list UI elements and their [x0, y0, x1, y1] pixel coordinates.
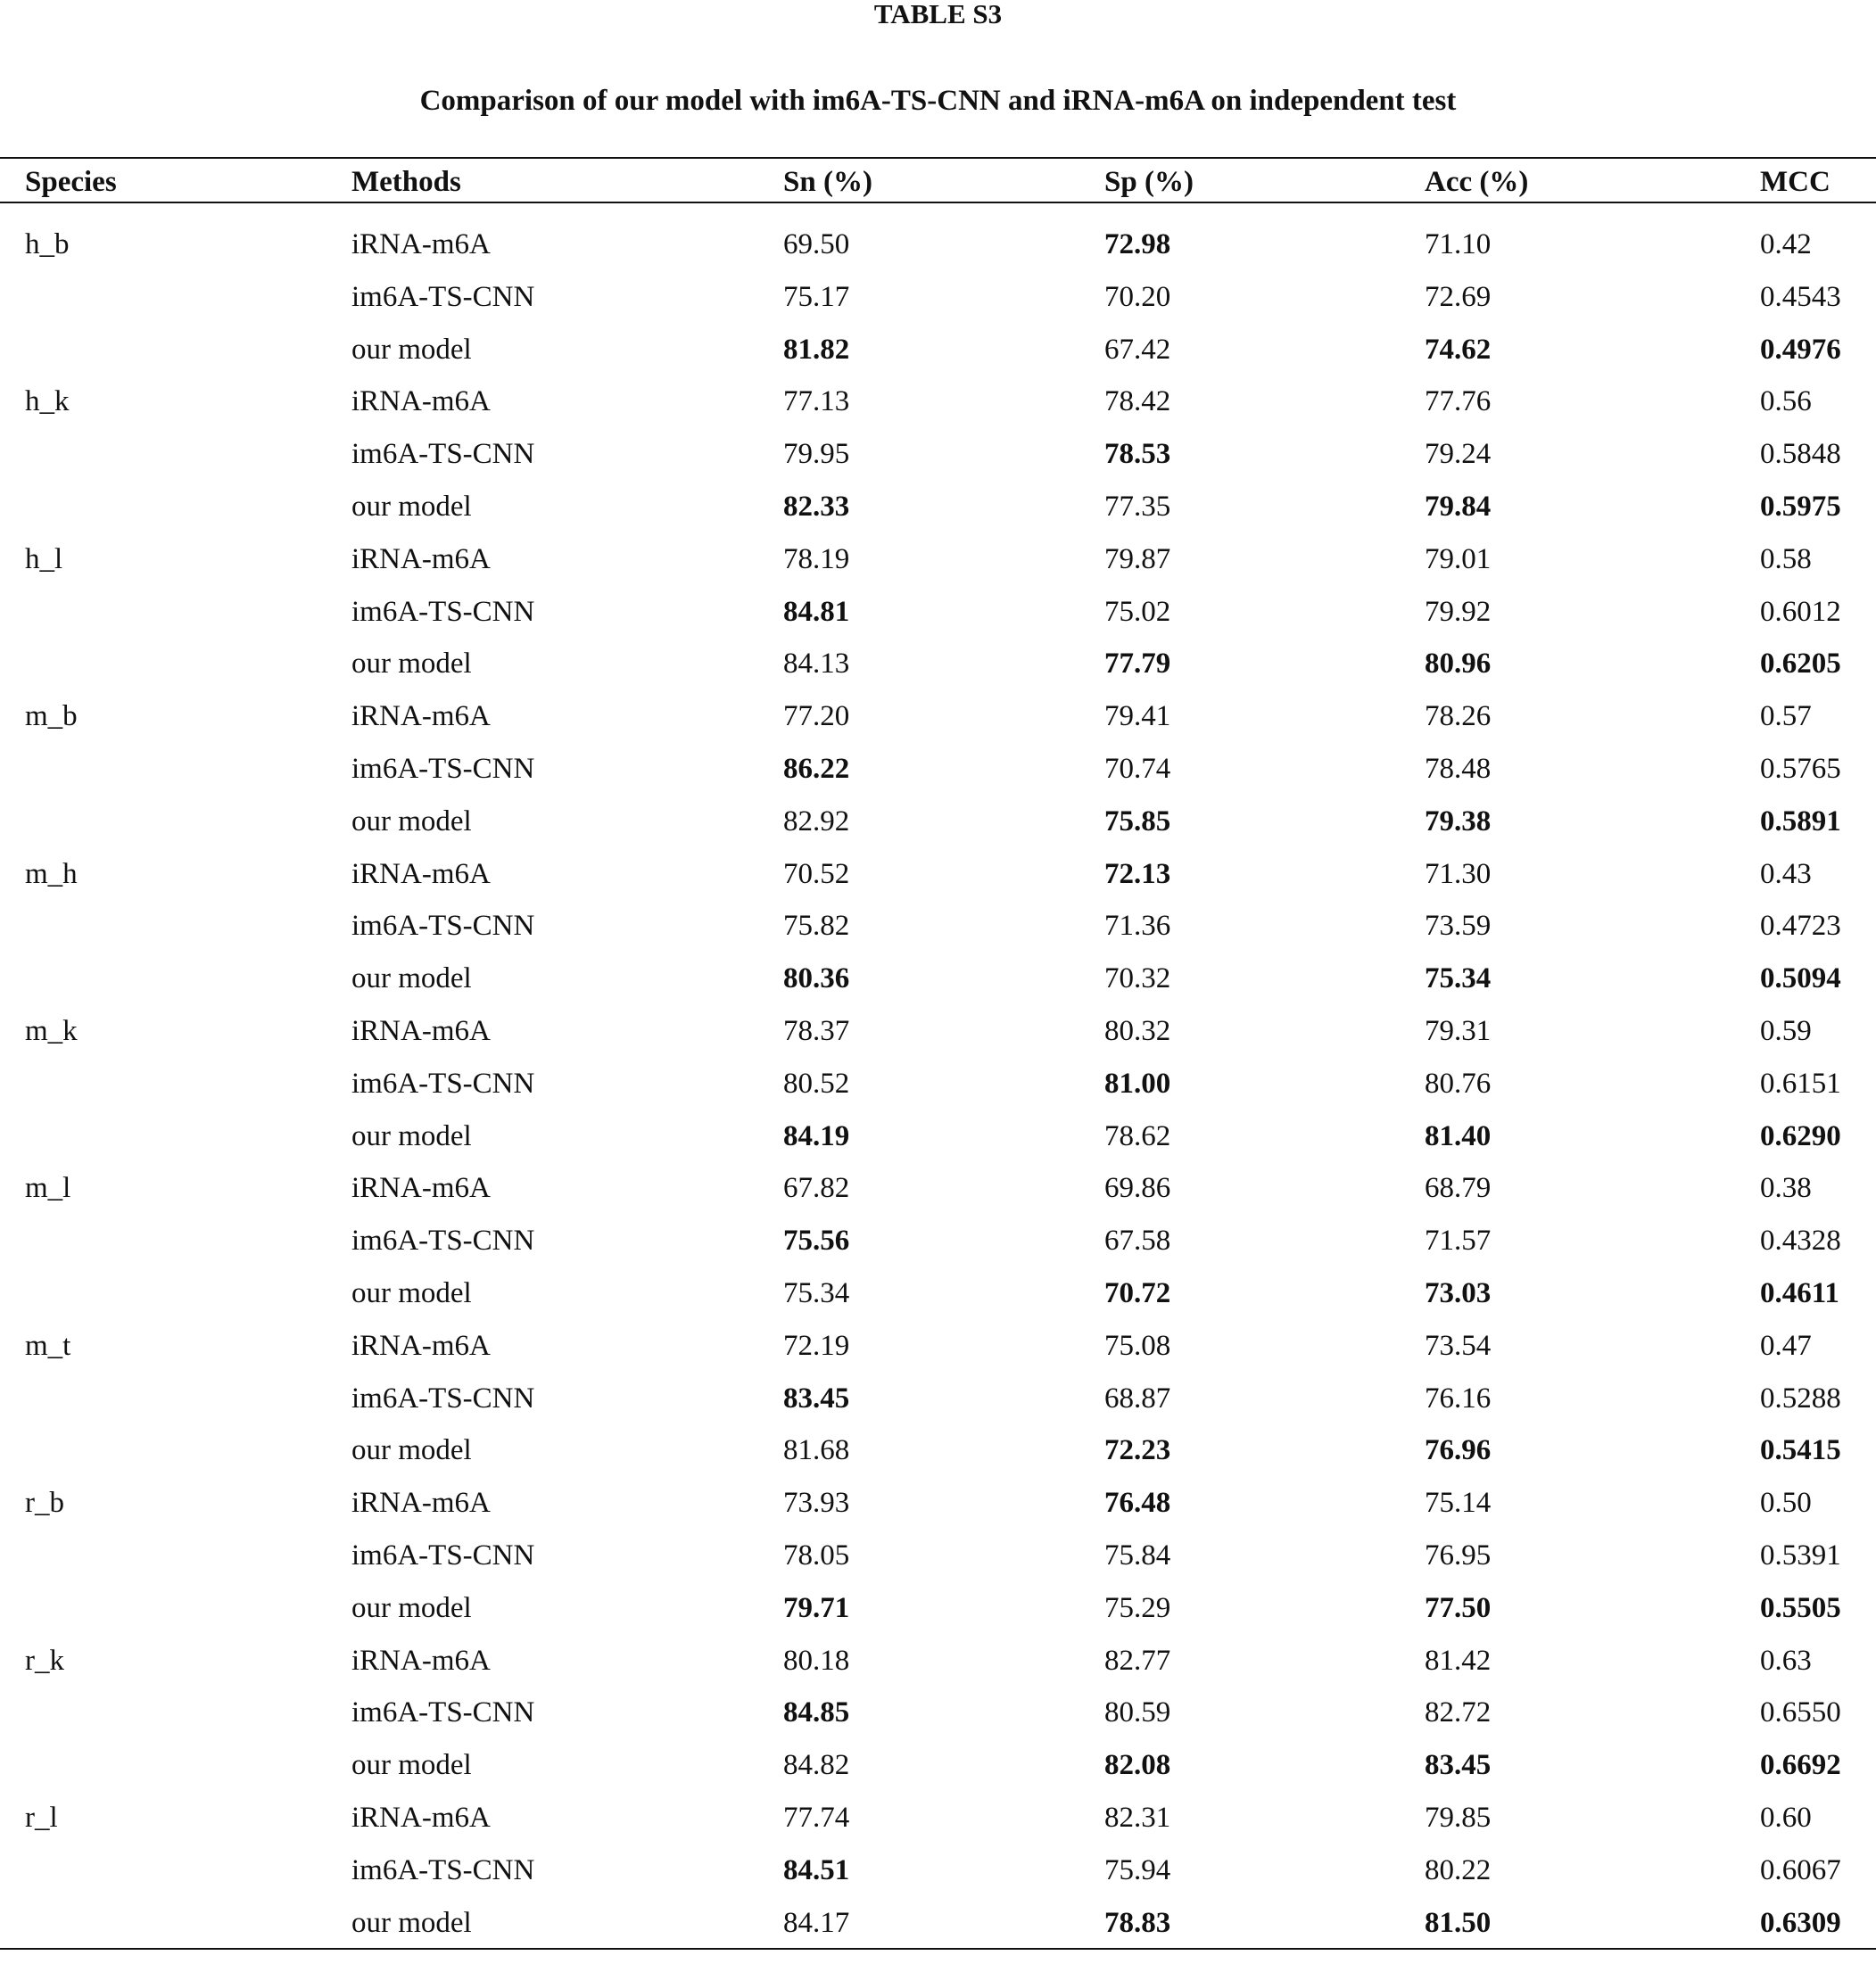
- cell-method: our model: [351, 1434, 472, 1467]
- table-row: [0, 592, 1876, 645]
- cell-method: iRNA-m6A: [351, 700, 491, 733]
- table-row: [0, 1064, 1876, 1117]
- table-row: [0, 1431, 1876, 1483]
- cell-acc: 77.50: [1425, 1591, 1492, 1624]
- cell-sn: 69.50: [783, 228, 850, 260]
- cell-mcc: 0.6692: [1760, 1749, 1841, 1782]
- cell-acc: 71.57: [1425, 1225, 1492, 1258]
- cell-method: our model: [351, 1119, 472, 1152]
- cell-acc: 76.96: [1425, 1434, 1492, 1467]
- cell-sp: 69.86: [1104, 1172, 1171, 1205]
- cell-sp: 82.08: [1104, 1749, 1171, 1782]
- cell-method: iRNA-m6A: [351, 542, 491, 575]
- cell-method: iRNA-m6A: [351, 1014, 491, 1047]
- table-row: [0, 1483, 1876, 1536]
- table-row: [0, 1588, 1876, 1641]
- cell-method: our model: [351, 1749, 472, 1782]
- cell-mcc: 0.59: [1760, 1014, 1812, 1047]
- table-row: [0, 1693, 1876, 1745]
- table-row: [0, 1011, 1876, 1064]
- table-row: [0, 1379, 1876, 1432]
- cell-sn: 84.13: [783, 648, 850, 681]
- table-row: [0, 434, 1876, 487]
- table-row: [0, 1326, 1876, 1379]
- cell-acc: 73.54: [1425, 1329, 1492, 1362]
- cell-acc: 79.38: [1425, 804, 1492, 837]
- table-row: [0, 644, 1876, 697]
- cell-method: iRNA-m6A: [351, 857, 491, 890]
- cell-sp: 75.84: [1104, 1539, 1171, 1572]
- cell-acc: 76.16: [1425, 1382, 1492, 1415]
- cell-method: im6A-TS-CNN: [351, 595, 535, 628]
- cell-sn: 80.18: [783, 1644, 850, 1677]
- cell-mcc: 0.57: [1760, 700, 1812, 733]
- cell-method: our model: [351, 1906, 472, 1939]
- cell-acc: 73.59: [1425, 910, 1492, 943]
- header-sn: Sn (%): [783, 166, 872, 198]
- cell-species: m_b: [25, 700, 78, 733]
- table-row: [0, 1117, 1876, 1169]
- cell-sp: 79.87: [1104, 542, 1171, 575]
- table-caption: Comparison of our model with im6A-TS-CNN and iRNA-m6A on independent test: [419, 85, 1457, 117]
- cell-mcc: 0.4543: [1760, 280, 1841, 313]
- cell-sp: 71.36: [1104, 910, 1171, 943]
- cell-acc: 79.24: [1425, 438, 1492, 471]
- cell-sp: 80.32: [1104, 1014, 1171, 1047]
- cell-sn: 78.19: [783, 542, 850, 575]
- cell-sp: 75.08: [1104, 1329, 1171, 1362]
- table-row: [0, 1798, 1876, 1851]
- cell-mcc: 0.6290: [1760, 1119, 1841, 1152]
- cell-sp: 67.42: [1104, 333, 1171, 366]
- cell-acc: 68.79: [1425, 1172, 1492, 1205]
- cell-sn: 75.56: [783, 1225, 850, 1258]
- cell-acc: 79.84: [1425, 490, 1492, 523]
- cell-mcc: 0.6550: [1760, 1696, 1841, 1729]
- table-header-rule: [0, 202, 1876, 203]
- cell-sp: 80.59: [1104, 1696, 1171, 1729]
- cell-mcc: 0.42: [1760, 228, 1812, 260]
- header-species: Species: [25, 166, 117, 198]
- cell-sn: 84.81: [783, 595, 850, 628]
- cell-acc: 79.31: [1425, 1014, 1492, 1047]
- cell-sp: 82.31: [1104, 1801, 1171, 1834]
- table-row: [0, 1274, 1876, 1326]
- cell-mcc: 0.4328: [1760, 1225, 1841, 1258]
- cell-sn: 77.74: [783, 1801, 850, 1834]
- cell-acc: 78.48: [1425, 752, 1492, 785]
- cell-species: m_k: [25, 1014, 78, 1047]
- cell-method: our model: [351, 1591, 472, 1624]
- cell-sn: 86.22: [783, 752, 850, 785]
- table-row: [0, 1221, 1876, 1274]
- cell-method: our model: [351, 1276, 472, 1309]
- cell-method: our model: [351, 648, 472, 681]
- cell-sn: 78.05: [783, 1539, 850, 1572]
- cell-sn: 75.34: [783, 1276, 850, 1309]
- cell-sn: 70.52: [783, 857, 850, 890]
- cell-mcc: 0.4976: [1760, 333, 1841, 366]
- cell-sp: 72.13: [1104, 857, 1171, 890]
- table-row: [0, 1536, 1876, 1588]
- cell-sp: 72.23: [1104, 1434, 1171, 1467]
- cell-sp: 75.02: [1104, 595, 1171, 628]
- cell-mcc: 0.6067: [1760, 1853, 1841, 1886]
- cell-mcc: 0.63: [1760, 1644, 1812, 1677]
- cell-acc: 71.10: [1425, 228, 1492, 260]
- cell-mcc: 0.43: [1760, 857, 1812, 890]
- cell-mcc: 0.6309: [1760, 1906, 1841, 1939]
- cell-sn: 75.82: [783, 910, 850, 943]
- cell-method: iRNA-m6A: [351, 228, 491, 260]
- cell-acc: 76.95: [1425, 1539, 1492, 1572]
- cell-method: im6A-TS-CNN: [351, 1853, 535, 1886]
- cell-species: r_l: [25, 1801, 58, 1834]
- cell-acc: 81.50: [1425, 1906, 1492, 1939]
- cell-sn: 77.20: [783, 700, 850, 733]
- table-row: [0, 906, 1876, 959]
- cell-sp: 75.29: [1104, 1591, 1171, 1624]
- cell-sn: 73.93: [783, 1487, 850, 1520]
- cell-mcc: 0.5505: [1760, 1591, 1841, 1624]
- cell-acc: 79.01: [1425, 542, 1492, 575]
- cell-method: im6A-TS-CNN: [351, 1067, 535, 1100]
- cell-sp: 82.77: [1104, 1644, 1171, 1677]
- cell-mcc: 0.56: [1760, 385, 1812, 418]
- cell-sp: 72.98: [1104, 228, 1171, 260]
- cell-acc: 80.96: [1425, 648, 1492, 681]
- cell-species: m_t: [25, 1329, 71, 1362]
- cell-acc: 72.69: [1425, 280, 1492, 313]
- table-row: [0, 1641, 1876, 1694]
- cell-method: iRNA-m6A: [351, 1172, 491, 1205]
- cell-sp: 67.58: [1104, 1225, 1171, 1258]
- cell-sp: 70.74: [1104, 752, 1171, 785]
- cell-acc: 80.76: [1425, 1067, 1492, 1100]
- cell-method: iRNA-m6A: [351, 1329, 491, 1362]
- cell-sn: 75.17: [783, 280, 850, 313]
- cell-sp: 76.48: [1104, 1487, 1171, 1520]
- cell-mcc: 0.5975: [1760, 490, 1841, 523]
- cell-acc: 73.03: [1425, 1276, 1492, 1309]
- cell-sn: 81.68: [783, 1434, 850, 1467]
- cell-method: im6A-TS-CNN: [351, 752, 535, 785]
- cell-sn: 82.33: [783, 490, 850, 523]
- cell-acc: 81.42: [1425, 1644, 1492, 1677]
- cell-mcc: 0.58: [1760, 542, 1812, 575]
- cell-acc: 75.14: [1425, 1487, 1492, 1520]
- cell-sn: 83.45: [783, 1382, 850, 1415]
- header-mcc: MCC: [1760, 166, 1831, 198]
- table-row: [0, 1745, 1876, 1798]
- cell-sn: 84.19: [783, 1119, 850, 1152]
- cell-acc: 79.92: [1425, 595, 1492, 628]
- cell-species: m_h: [25, 857, 78, 890]
- cell-mcc: 0.4611: [1760, 1276, 1839, 1309]
- cell-sp: 77.79: [1104, 648, 1171, 681]
- cell-sn: 77.13: [783, 385, 850, 418]
- table-row: [0, 225, 1876, 277]
- table-row: [0, 749, 1876, 802]
- cell-sn: 80.52: [783, 1067, 850, 1100]
- cell-species: r_k: [25, 1644, 64, 1677]
- cell-mcc: 0.5288: [1760, 1382, 1841, 1415]
- cell-method: im6A-TS-CNN: [351, 910, 535, 943]
- cell-species: h_b: [25, 228, 70, 260]
- cell-sp: 81.00: [1104, 1067, 1171, 1100]
- cell-acc: 82.72: [1425, 1696, 1492, 1729]
- table-row: [0, 959, 1876, 1011]
- cell-acc: 75.34: [1425, 962, 1492, 995]
- cell-method: im6A-TS-CNN: [351, 1696, 535, 1729]
- cell-mcc: 0.38: [1760, 1172, 1812, 1205]
- cell-method: our model: [351, 333, 472, 366]
- cell-sp: 78.62: [1104, 1119, 1171, 1152]
- cell-method: im6A-TS-CNN: [351, 438, 535, 471]
- table-header-row: [0, 162, 1876, 202]
- cell-sp: 70.32: [1104, 962, 1171, 995]
- cell-method: iRNA-m6A: [351, 385, 491, 418]
- cell-sp: 78.42: [1104, 385, 1171, 418]
- table-label: TABLE S3: [873, 0, 1003, 29]
- table-row: [0, 330, 1876, 383]
- cell-method: our model: [351, 490, 472, 523]
- cell-method: iRNA-m6A: [351, 1801, 491, 1834]
- table-row: [0, 1168, 1876, 1221]
- table-row: [0, 802, 1876, 854]
- cell-acc: 74.62: [1425, 333, 1492, 366]
- cell-sp: 78.53: [1104, 438, 1171, 471]
- cell-mcc: 0.5415: [1760, 1434, 1841, 1467]
- table-row: [0, 1851, 1876, 1903]
- cell-acc: 80.22: [1425, 1853, 1492, 1886]
- cell-mcc: 0.5765: [1760, 752, 1841, 785]
- cell-method: im6A-TS-CNN: [351, 1382, 535, 1415]
- cell-mcc: 0.5391: [1760, 1539, 1841, 1572]
- cell-sn: 78.37: [783, 1014, 850, 1047]
- cell-species: h_k: [25, 385, 70, 418]
- cell-mcc: 0.6151: [1760, 1067, 1841, 1100]
- cell-species: m_l: [25, 1172, 71, 1205]
- cell-sp: 75.94: [1104, 1853, 1171, 1886]
- table-row: [0, 487, 1876, 540]
- table-row: [0, 540, 1876, 592]
- cell-sn: 80.36: [783, 962, 850, 995]
- cell-method: our model: [351, 804, 472, 837]
- cell-sn: 72.19: [783, 1329, 850, 1362]
- table-top-rule: [0, 157, 1876, 159]
- cell-method: im6A-TS-CNN: [351, 1225, 535, 1258]
- cell-sn: 84.82: [783, 1749, 850, 1782]
- cell-mcc: 0.60: [1760, 1801, 1812, 1834]
- cell-sn: 82.92: [783, 804, 850, 837]
- cell-mcc: 0.5094: [1760, 962, 1841, 995]
- cell-sp: 70.20: [1104, 280, 1171, 313]
- cell-sp: 79.41: [1104, 700, 1171, 733]
- table-row: [0, 854, 1876, 907]
- cell-acc: 71.30: [1425, 857, 1492, 890]
- header-methods: Methods: [351, 166, 461, 198]
- header-acc: Acc (%): [1425, 166, 1529, 198]
- cell-sn: 81.82: [783, 333, 850, 366]
- cell-sp: 78.83: [1104, 1906, 1171, 1939]
- table-row: [0, 382, 1876, 434]
- cell-sp: 77.35: [1104, 490, 1171, 523]
- cell-acc: 77.76: [1425, 385, 1492, 418]
- cell-species: r_b: [25, 1487, 64, 1520]
- cell-method: our model: [351, 962, 472, 995]
- table-body: [0, 225, 1876, 1955]
- cell-mcc: 0.47: [1760, 1329, 1812, 1362]
- cell-method: iRNA-m6A: [351, 1644, 491, 1677]
- cell-species: h_l: [25, 542, 63, 575]
- cell-mcc: 0.4723: [1760, 910, 1841, 943]
- cell-mcc: 0.5891: [1760, 804, 1841, 837]
- cell-sn: 79.71: [783, 1591, 850, 1624]
- cell-sn: 67.82: [783, 1172, 850, 1205]
- cell-method: iRNA-m6A: [351, 1487, 491, 1520]
- table-row: [0, 697, 1876, 749]
- cell-acc: 81.40: [1425, 1119, 1492, 1152]
- cell-mcc: 0.50: [1760, 1487, 1812, 1520]
- header-sp: Sp (%): [1104, 166, 1194, 198]
- cell-acc: 79.85: [1425, 1801, 1492, 1834]
- table-row: [0, 277, 1876, 330]
- table-bottom-rule: [0, 1948, 1876, 1950]
- cell-mcc: 0.5848: [1760, 438, 1841, 471]
- cell-sp: 68.87: [1104, 1382, 1171, 1415]
- cell-sn: 84.85: [783, 1696, 850, 1729]
- cell-method: im6A-TS-CNN: [351, 280, 535, 313]
- cell-sn: 84.51: [783, 1853, 850, 1886]
- cell-acc: 78.26: [1425, 700, 1492, 733]
- cell-mcc: 0.6205: [1760, 648, 1841, 681]
- cell-method: im6A-TS-CNN: [351, 1539, 535, 1572]
- cell-sn: 79.95: [783, 438, 850, 471]
- cell-mcc: 0.6012: [1760, 595, 1841, 628]
- cell-sp: 75.85: [1104, 804, 1171, 837]
- cell-acc: 83.45: [1425, 1749, 1492, 1782]
- cell-sp: 70.72: [1104, 1276, 1171, 1309]
- cell-sn: 84.17: [783, 1906, 850, 1939]
